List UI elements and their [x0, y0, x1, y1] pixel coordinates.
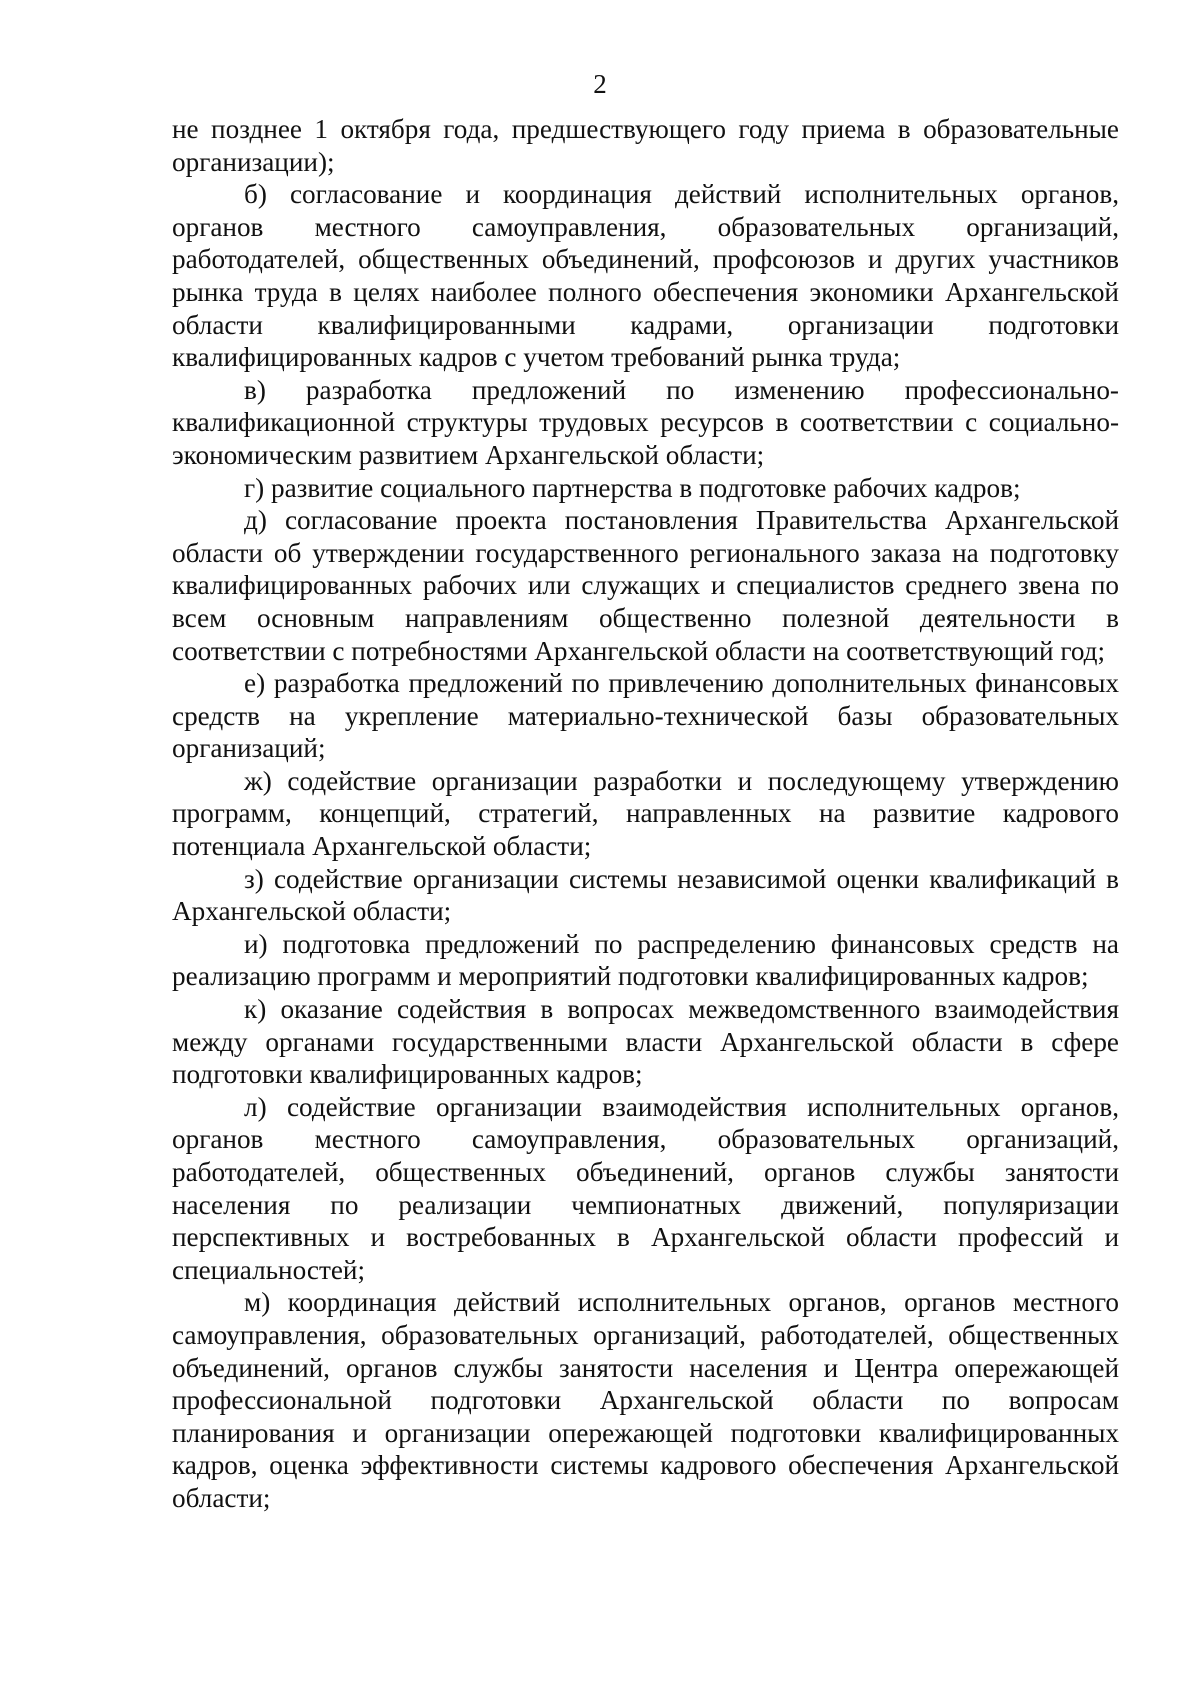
paragraph-item-z: з) содействие организации системы независимой оценки квалификаций в Архангельской области;	[172, 863, 1119, 927]
paragraph-item-e: е) разработка предложений по привлечению дополнительных финансовых средств на укрепление материально-технической базы образовательных организаций;	[172, 668, 1119, 764]
page-number: 2	[593, 69, 607, 99]
paragraph-item-k: к) оказание содействия в вопросах межведомственного взаимодействия между органами государственными власти Архангельской области в сфере подготовки квалифицированных кадров;	[172, 994, 1119, 1090]
paragraph-continuation: не позднее 1 октября года, предшествующего году приема в образовательные организации);	[172, 114, 1119, 177]
document-body	[172, 113, 1119, 1515]
paragraph-item-l: л) содействие организации взаимодействия исполнительных органов, органов местного самоуправления, образовательных организаций, работодателей, общественных объединений, органов службы занятости населения по реализации чемпионатных движений, популяризации перспективных и востребованных в Архангельской области профессий и специальностей;	[172, 1091, 1119, 1285]
paragraph-item-b: б) согласование и координация действий исполнительных органов, органов местного самоуправления, образовательных организаций, работодателей, общественных объединений, профсоюзов и других участников рынка труда в целях наиболее полного обеспечения экономики Архангельской области квалифицированными кадрами, организации подготовки квалифицированных кадров с учетом требований рынка труда;	[172, 179, 1119, 373]
paragraph-item-v: в) разработка предложений по изменению профессионально-квалификационной структуры трудовых ресурсов в соответствии с социально-экономическим развитием Архангельской области;	[172, 374, 1119, 470]
paragraph-item-zh: ж) содействие организации разработки и последующему утверждению программ, концепций, стратегий, направленных на развитие кадрового потенциала Архангельской области;	[172, 765, 1119, 862]
paragraph-item-m: м) координация действий исполнительных органов, органов местного самоуправления, образовательных организаций, работодателей, общественных объединений, органов службы занятости населения и Центра опережающей профессиональной подготовки Архангельской области по вопросам планирования и организации опережающей подготовки квалифицированных кадров, оценка эффективности системы кадрового обеспечения Архангельской области;	[172, 1287, 1119, 1513]
paragraph-item-g: г) развитие социального партнерства в подготовке рабочих кадров;	[244, 472, 1021, 503]
paragraph-item-d: д) согласование проекта постановления Правительства Архангельской области об утверждении государственного регионального заказа на подготовку квалифицированных рабочих или служащих и специалистов среднего звена по всем основным направлениям общественно полезной деятельности в соответствии с потребностями Архангельской области на соответствующий год;	[172, 505, 1119, 666]
paragraph-item-i: и) подготовка предложений по распределению финансовых средств на реализацию программ и мероприятий подготовки квалифицированных кадров;	[172, 928, 1119, 992]
